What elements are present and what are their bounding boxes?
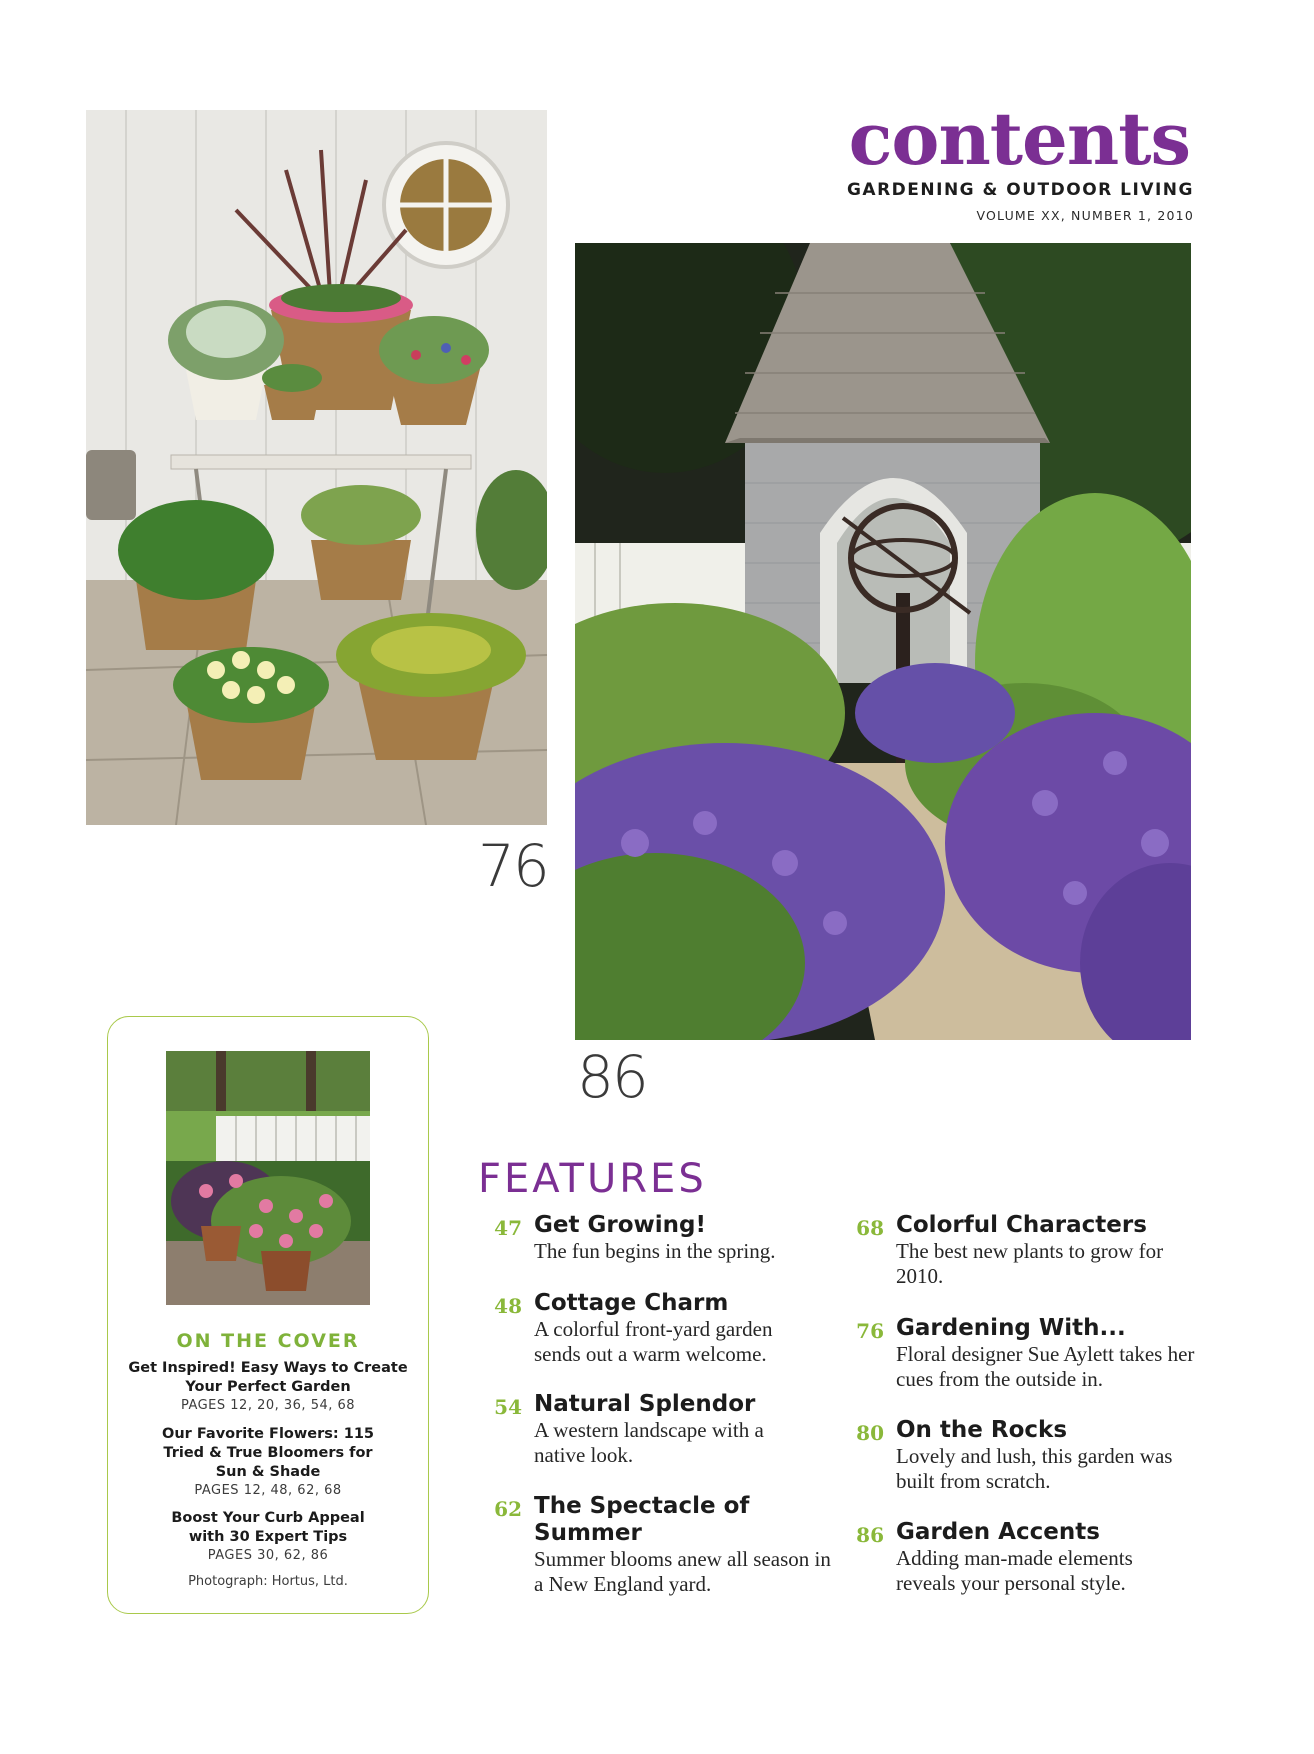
feature-item[interactable] [478, 1212, 808, 1264]
page-number-76: 76 [478, 832, 548, 900]
container-garden-photo [86, 110, 547, 825]
feature-item[interactable] [478, 1290, 808, 1367]
feature-description: A colorful front-yard garden sends out a warm welcome. [534, 1317, 773, 1366]
feature-description: Floral designer Sue Aylett takes her cues from the outside in. [896, 1342, 1195, 1391]
feature-title: Colorful Characters [896, 1212, 1147, 1238]
lavender-garden-photo [575, 243, 1191, 1040]
cover-item [112, 1425, 424, 1500]
cover-item [112, 1509, 424, 1565]
cover-item-pages: PAGES 30, 62, 86 [207, 1548, 329, 1563]
feature-title: Cottage Charm [534, 1290, 729, 1316]
page-number-86: 86 [577, 1043, 647, 1111]
feature-item[interactable] [478, 1391, 808, 1468]
feature-item[interactable] [840, 1212, 1170, 1289]
magazine-section-title: GARDENING & OUTDOOR LIVING [846, 180, 1194, 200]
cover-item-title: Our Favorite Flowers: 115 Tried & True Bloomers for Sun & Shade [162, 1426, 374, 1480]
on-the-cover-heading: ON THE COVER [176, 1330, 360, 1352]
feature-description: A western landscape with a native look. [534, 1418, 764, 1467]
feature-item[interactable] [840, 1417, 1173, 1494]
cover-item-pages: PAGES 12, 48, 62, 68 [194, 1483, 342, 1498]
cover-item-title: Boost Your Curb Appeal with 30 Expert Tips [171, 1510, 365, 1545]
feature-title: Gardening With... [896, 1315, 1126, 1341]
feature-page-number: 86 [856, 1523, 884, 1547]
feature-page-number: 62 [494, 1497, 522, 1521]
feature-description: Summer blooms anew all season in a New England yard. [534, 1547, 831, 1596]
feature-item[interactable] [840, 1519, 1170, 1596]
feature-page-number: 80 [856, 1421, 884, 1445]
cover-item-title: Get Inspired! Easy Ways to Create Your Perfect Garden [128, 1360, 408, 1395]
page-title: contents [848, 96, 1190, 181]
feature-description: Lovely and lush, this garden was built from scratch. [896, 1444, 1173, 1493]
cover-item [112, 1359, 424, 1415]
feature-title: On the Rocks [896, 1417, 1068, 1443]
feature-description: The fun begins in the spring. [534, 1239, 776, 1263]
feature-title: Natural Splendor [534, 1391, 756, 1417]
features-heading: FEATURES [478, 1156, 707, 1202]
cover-thumbnail-photo [166, 1051, 370, 1305]
feature-description: The best new plants to grow for 2010. [896, 1239, 1164, 1288]
feature-title: Get Growing! [534, 1212, 706, 1238]
photo-credit: Photograph: Hortus, Ltd. [188, 1574, 348, 1589]
feature-page-number: 47 [494, 1216, 522, 1240]
feature-title: The Spectacle of Summer [534, 1493, 750, 1546]
feature-title: Garden Accents [896, 1519, 1100, 1545]
feature-item[interactable] [840, 1315, 1195, 1392]
feature-page-number: 54 [494, 1395, 522, 1419]
volume-info: VOLUME XX, NUMBER 1, 2010 [976, 208, 1194, 223]
feature-page-number: 68 [856, 1216, 884, 1240]
cover-item-pages: PAGES 12, 20, 36, 54, 68 [180, 1398, 356, 1413]
feature-page-number: 48 [494, 1294, 522, 1318]
feature-page-number: 76 [856, 1319, 884, 1343]
feature-description: Adding man-made elements reveals your personal style. [896, 1546, 1133, 1595]
feature-item[interactable] [478, 1493, 831, 1597]
